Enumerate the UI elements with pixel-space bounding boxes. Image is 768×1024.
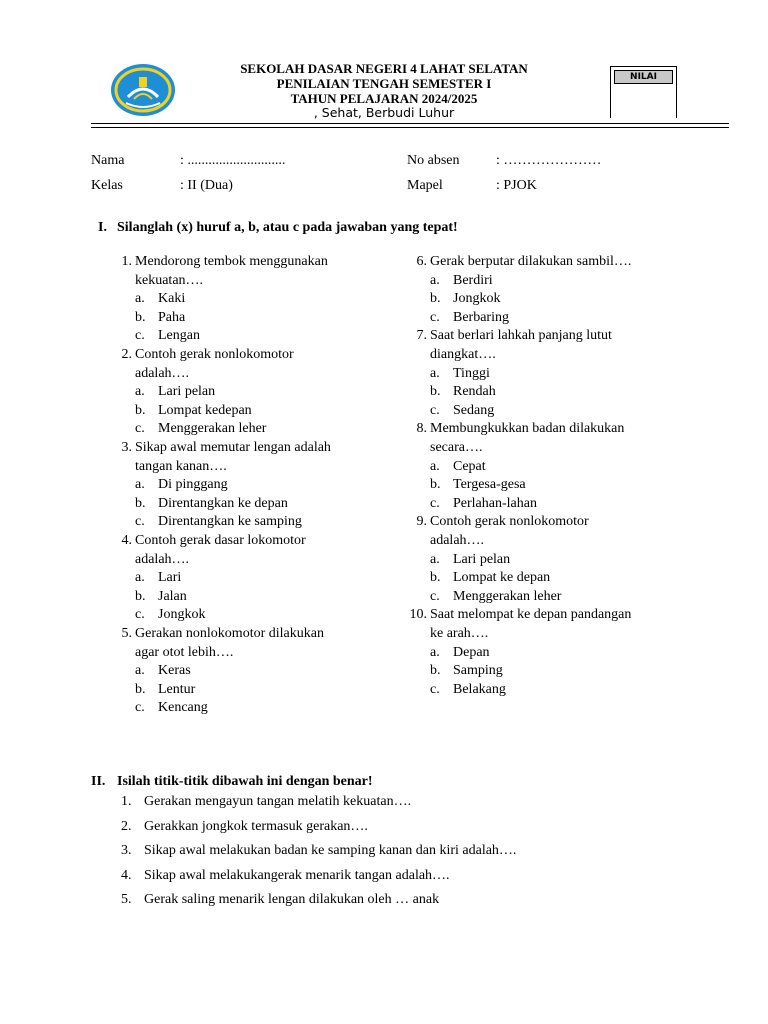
option-letter[interactable]: b. (135, 402, 146, 418)
option-letter[interactable]: b. (135, 309, 146, 325)
option-text: Direntangkan ke depan (158, 495, 288, 511)
option-letter[interactable]: b. (135, 681, 146, 697)
essay-question: Sikap awal melakukangerak menarik tangan adalah…. (144, 867, 450, 883)
option-text: Tergesa-gesa (453, 477, 526, 493)
option-text: Lari pelan (158, 384, 216, 400)
option-text: Belakang (453, 681, 506, 697)
section-2-instruction: Isilah titik-titik dibawah ini dengan benar! (117, 774, 373, 789)
question-text: Sikap awal memutar lengan adalah (135, 440, 331, 455)
option-text: Kencang (158, 700, 208, 716)
option-text: Lompat ke depan (453, 570, 551, 586)
question-number: 9. (416, 514, 427, 530)
section-1-instruction: Silanglah (x) huruf a, b, atau c pada jawaban yang tepat! (117, 220, 458, 235)
option-text: Berbaring (453, 309, 509, 325)
question-number: 1. (121, 254, 132, 269)
option-letter[interactable]: c. (135, 328, 145, 344)
absen-field: : ………………… (496, 153, 602, 168)
option-letter[interactable]: c. (135, 514, 145, 530)
option-text: Paha (158, 309, 186, 325)
option-letter[interactable]: c. (135, 607, 145, 623)
question-text: Contoh gerak nonlokomotor (135, 347, 294, 362)
option-letter[interactable]: c. (430, 588, 440, 604)
option-letter[interactable]: a. (135, 291, 145, 307)
option-text: Perlahan-lahan (453, 495, 537, 511)
question-number: 6. (416, 254, 427, 269)
question-text: Gerak berputar dilakukan sambil…. (430, 254, 632, 269)
essay-number: 2. (121, 818, 132, 834)
option-text: Lari pelan (453, 551, 511, 567)
question-text: Gerakan nonlokomotor dilakukan (135, 626, 324, 641)
question-number: 2. (121, 347, 132, 362)
essay-question: Sikap awal melakukan badan ke samping kanan dan kiri adalah…. (144, 843, 517, 858)
option-letter[interactable]: c. (430, 495, 440, 511)
option-text: Cepat (453, 458, 486, 474)
option-text: Lompat kedepan (158, 402, 252, 418)
option-letter[interactable]: c. (135, 700, 145, 716)
question-number: 5. (121, 626, 132, 641)
exam-name: PENILAIAN TENGAH SEMESTER I (276, 76, 492, 91)
question-text: adalah…. (430, 532, 485, 548)
mapel-label: Mapel (407, 178, 443, 193)
option-text: Rendah (453, 384, 496, 400)
question-number: 3. (121, 440, 132, 455)
option-text: Lari (158, 570, 182, 586)
option-text: Samping (453, 663, 503, 679)
question-number: 4. (121, 533, 132, 548)
option-text: Depan (453, 644, 490, 660)
essay-number: 1. (121, 794, 132, 809)
essay-question: Gerak saling menarik lengan dilakukan oleh … anak (144, 892, 440, 907)
option-text: Berdiri (453, 272, 493, 288)
kelas-label: Kelas (91, 178, 123, 193)
essay-number: 4. (121, 867, 132, 883)
option-letter[interactable]: c. (430, 681, 440, 697)
option-letter[interactable]: a. (430, 551, 440, 567)
essay-question: Gerakkan jongkok termasuk gerakan…. (144, 818, 368, 834)
option-letter[interactable]: b. (430, 477, 441, 493)
option-text: Keras (158, 663, 191, 679)
option-letter[interactable]: c. (135, 421, 145, 437)
header-divider-thin (91, 127, 729, 128)
option-letter[interactable]: a. (135, 477, 145, 493)
option-letter[interactable]: a. (135, 384, 145, 400)
question-text: secara…. (430, 439, 483, 455)
question-text: Membungkukkan badan dilakukan (430, 421, 625, 437)
header-divider (91, 123, 729, 124)
option-text: Lengan (158, 328, 200, 344)
essay-number: 3. (121, 843, 132, 858)
option-letter[interactable]: a. (430, 272, 440, 288)
option-letter[interactable]: a. (135, 663, 145, 679)
section-1-number: I. (98, 220, 107, 235)
option-text: Jalan (158, 588, 187, 604)
question-text: tangan kanan…. (135, 458, 227, 474)
option-text: Sedang (453, 402, 495, 418)
option-letter[interactable]: b. (135, 495, 146, 511)
question-text: diangkat…. (430, 346, 496, 362)
nama-field: : ............................ (180, 153, 286, 168)
essay-question: Gerakan mengayun tangan melatih kekuatan…. (144, 794, 412, 809)
school-name: SEKOLAH DASAR NEGERI 4 LAHAT SELATAN (240, 61, 528, 76)
school-motto: , Sehat, Berbudi Luhur (313, 105, 455, 120)
question-text: Saat melompat ke depan pandangan (430, 607, 632, 623)
section-2-number: II. (91, 774, 106, 789)
absen-label: No absen (407, 153, 460, 168)
option-letter[interactable]: a. (430, 458, 440, 474)
question-number: 8. (416, 421, 427, 437)
option-letter[interactable]: a. (430, 644, 440, 660)
nama-label: Nama (91, 153, 125, 168)
option-text: Jongkok (158, 607, 206, 623)
question-text: ke arah…. (430, 625, 489, 641)
option-letter[interactable]: a. (430, 365, 440, 381)
question-text: agar otot lebih…. (135, 644, 234, 660)
option-text: Tinggi (453, 365, 490, 381)
school-logo (110, 63, 176, 117)
question-text: Contoh gerak nonlokomotor (430, 514, 589, 530)
option-text: Menggerakan leher (158, 421, 267, 437)
option-text: Di pinggang (158, 477, 228, 493)
option-letter[interactable]: b. (430, 663, 441, 679)
question-text: Saat berlari lahkah panjang lutut (430, 328, 612, 344)
option-letter[interactable]: c. (430, 402, 440, 418)
question-text: adalah…. (135, 551, 190, 567)
option-letter[interactable]: b. (135, 588, 146, 604)
question-text: kekuatan…. (135, 272, 204, 288)
academic-year: TAHUN PELAJARAN 2024/2025 (290, 91, 478, 106)
question-number: 10. (409, 607, 427, 623)
option-letter[interactable]: b. (430, 291, 441, 307)
question-number: 7. (416, 328, 427, 344)
option-text: Kaki (158, 291, 186, 307)
essay-number: 5. (121, 892, 132, 907)
option-text: Jongkok (453, 291, 501, 307)
option-letter[interactable]: b. (430, 570, 441, 586)
score-box (610, 66, 677, 118)
question-text: Contoh gerak dasar lokomotor (135, 533, 306, 548)
option-text: Lentur (158, 681, 196, 697)
option-letter[interactable]: a. (135, 570, 145, 586)
question-text: Mendorong tembok menggunakan (135, 254, 328, 269)
kelas-field: : II (Dua) (180, 178, 233, 193)
option-text: Menggerakan leher (453, 588, 562, 604)
option-text: Direntangkan ke samping (158, 514, 302, 530)
mapel-field: : PJOK (496, 178, 537, 193)
option-letter[interactable]: b. (430, 384, 441, 400)
option-letter[interactable]: c. (430, 309, 440, 325)
score-label: NILAI (614, 70, 673, 84)
question-text: adalah…. (135, 365, 190, 381)
